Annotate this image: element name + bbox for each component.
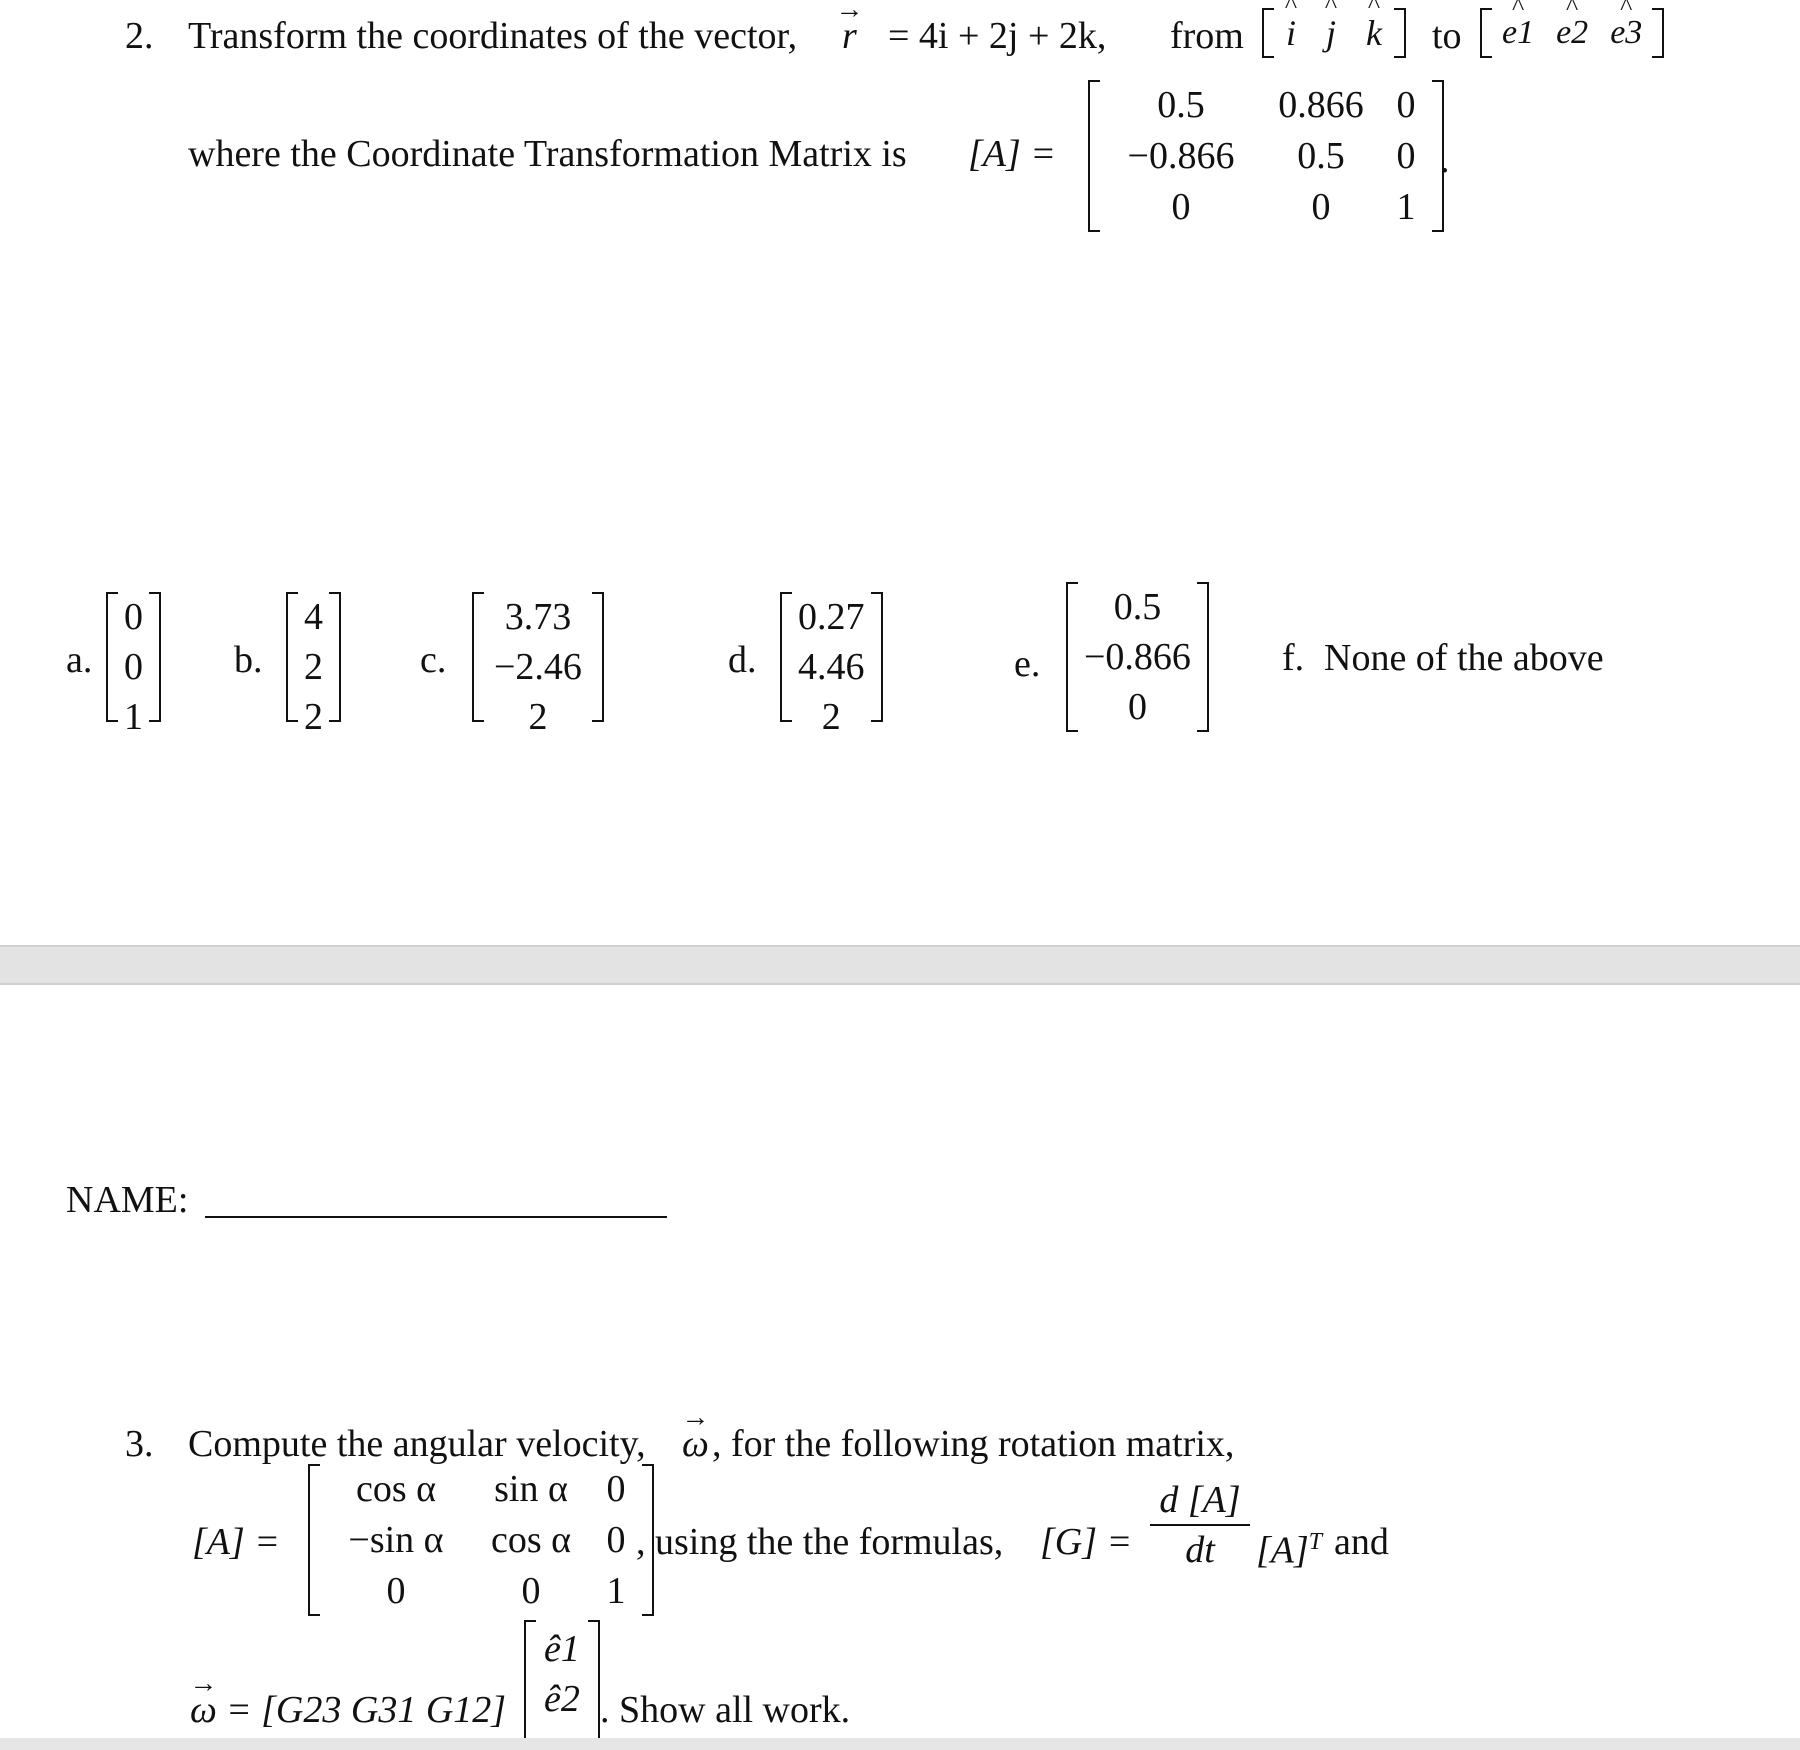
matrix-cell: 0 — [521, 1569, 541, 1612]
basis-k: ^ k — [1366, 12, 1382, 54]
q2-number: 2. — [125, 15, 154, 57]
q3-text-after: , for the following rotation matrix, — [712, 1423, 1235, 1465]
option-f-text: None of the above — [1324, 637, 1604, 679]
name-label: NAME: — [66, 1179, 189, 1221]
q2-vector-expression: = 4i + 2j + 2k, — [888, 15, 1107, 57]
q3-G-symbol: [G] = — [1040, 1521, 1133, 1563]
option-a-vector: 0 0 1 — [106, 592, 161, 722]
q2-from-word: from — [1170, 15, 1244, 57]
option-f-label: f. — [1282, 637, 1305, 679]
matrix-cell: 0 — [1171, 185, 1191, 228]
option-e-vector: 0.5 −0.866 0 — [1066, 582, 1209, 732]
q2-text: Transform the coordinates of the vector, — [188, 15, 798, 57]
q3-matrix-symbol: [A] = — [192, 1521, 280, 1563]
q3-omega: → ω — [682, 1422, 709, 1466]
name-field[interactable] — [205, 1216, 667, 1218]
q3-derivative-fraction: d [A] dt — [1150, 1478, 1250, 1572]
matrix-cell: 1 — [1396, 185, 1416, 228]
q3-omega-equation: = [G23 G31 G12] — [226, 1689, 507, 1731]
matrix-cell: 0 — [1311, 185, 1331, 228]
matrix-cell: cos α — [355, 1468, 437, 1511]
option-d-label: d. — [728, 639, 757, 681]
q3-number: 3. — [125, 1423, 154, 1465]
matrix-cell: 0.866 — [1278, 84, 1364, 127]
matrix-cell: 0.5 — [1297, 134, 1345, 177]
q2-from-basis — [1262, 8, 1406, 58]
option-c-vector: 3.73 −2.46 2 — [472, 592, 604, 722]
matrix-cell: −0.866 — [1127, 134, 1235, 177]
matrix-cell: sin α — [494, 1468, 568, 1511]
option-a-label: a. — [66, 639, 93, 681]
option-c-label: c. — [420, 639, 447, 681]
matrix-cell: 0 — [1396, 84, 1416, 127]
option-b-label: b. — [234, 639, 263, 681]
matrix-cell: 0 — [1396, 134, 1416, 177]
page-bottom-edge — [0, 1738, 1800, 1750]
q2-matrix-text: where the Coordinate Transformation Matrix is — [188, 133, 907, 175]
q2-matrix-symbol: [A] = — [968, 133, 1056, 175]
q2-vector-symbol: → r — [842, 14, 857, 58]
basis-j: ^ j — [1326, 12, 1336, 54]
matrix-cell: cos α — [490, 1518, 572, 1561]
matrix-cell: 0 — [386, 1569, 406, 1612]
basis-e3: ^ e3 — [1610, 14, 1642, 52]
matrix-cell: 0 — [606, 1518, 626, 1561]
q2-to-word: to — [1432, 15, 1462, 57]
option-e-label: e. — [1014, 643, 1041, 685]
matrix-cell: 0 — [606, 1468, 626, 1511]
basis-e1: ^ e1 — [1502, 14, 1534, 52]
q3-and: and — [1334, 1521, 1389, 1563]
q2-to-basis — [1480, 8, 1664, 58]
q3-text: Compute the angular velocity, — [188, 1423, 646, 1465]
q3-omega-2: → ω — [190, 1688, 217, 1732]
matrix-cell: 0.5 — [1157, 84, 1205, 127]
option-d-vector: 0.27 4.46 2 — [780, 592, 883, 722]
q3-basis-vector: ê1 ê2 — [524, 1620, 600, 1738]
q3-formula-text: , using the the formulas, — [636, 1521, 1004, 1563]
q2-period: . — [1440, 139, 1450, 181]
q3-rotation-matrix — [308, 1464, 654, 1616]
option-b-vector: 4 2 2 — [286, 592, 341, 722]
basis-i: ^ i — [1286, 12, 1296, 54]
q3-show-work: . Show all work. — [600, 1689, 851, 1731]
q2-transformation-matrix — [1088, 80, 1444, 232]
basis-e2: ^ e2 — [1556, 14, 1588, 52]
q3-transpose: $[A]^T$ — [1256, 1529, 1323, 1572]
matrix-cell: −sin α — [348, 1518, 444, 1561]
matrix-cell: 1 — [606, 1569, 626, 1612]
page-divider — [0, 945, 1800, 985]
